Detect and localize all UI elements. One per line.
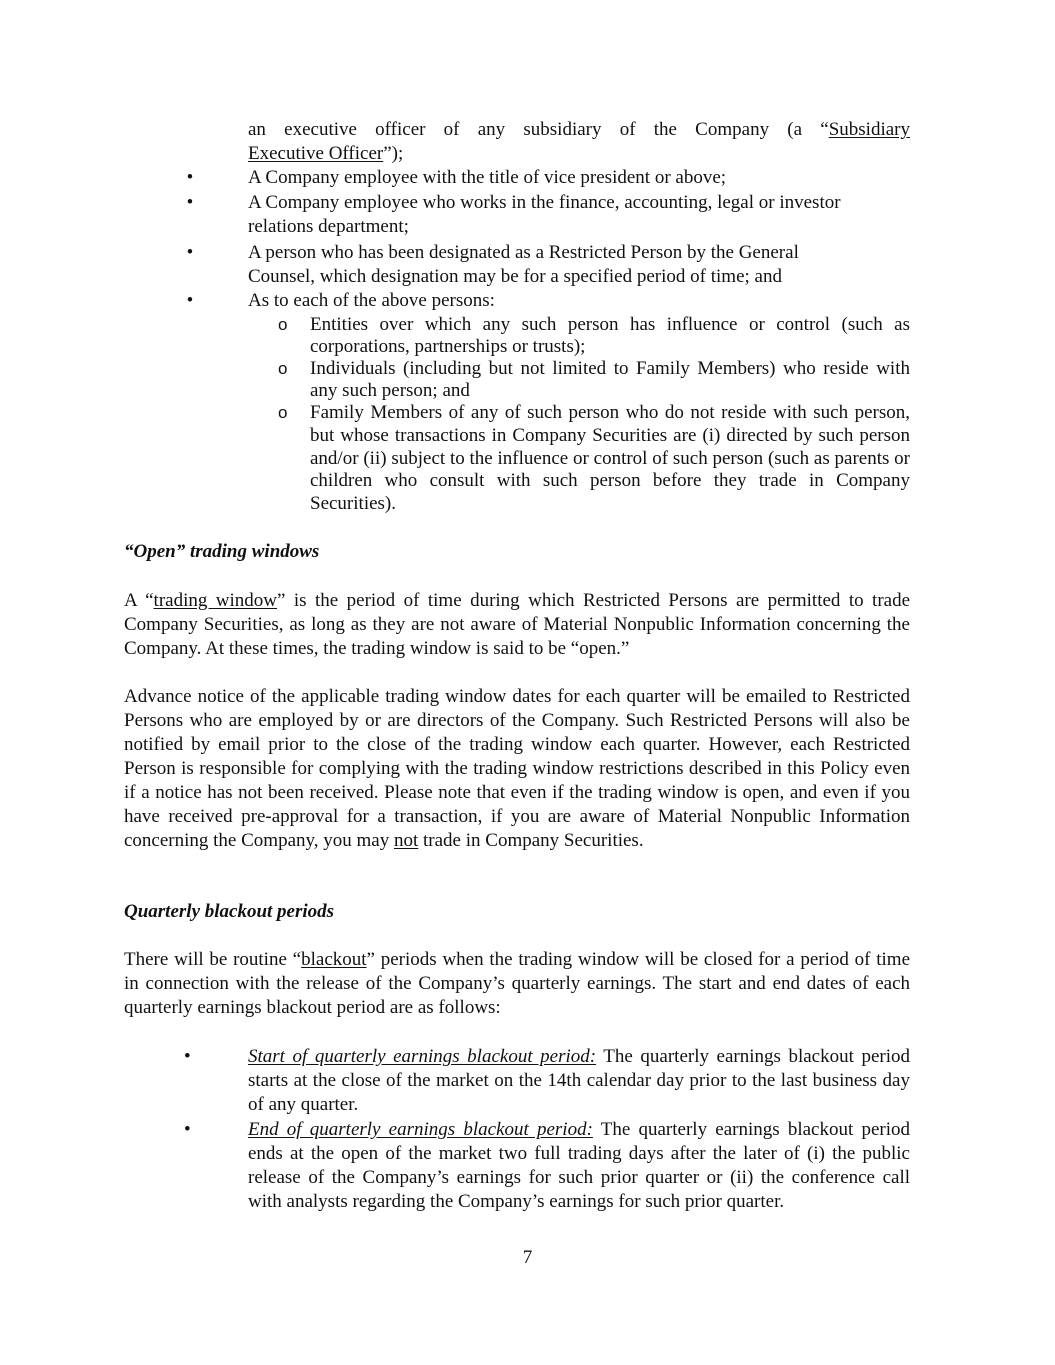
bullet-text-line-2: Counsel, which designation may be for a specified period of time; and [248,266,782,287]
bullet-text: A Company employee with the title of vice president or above; [248,167,727,188]
bullet-text-line-1: A person who has been designated as a Restricted Person by the General [248,242,799,263]
bullet-marker: • [186,192,194,213]
sub-bullet-entities [278,314,910,358]
bullet-item-vice-president [186,166,910,190]
blackout-start-text: The quarterly earnings blackout period starts at the close of the market on the 14th calendar day prior to the last business day of any quarter. [248,1046,910,1115]
sub-bullet-text: Entities over which any such person has influence or control (such as corporations, partnerships or trusts); [310,314,910,357]
continuation-line-2 [248,142,910,166]
emphasis-not: not [393,830,419,851]
bullet-marker: • [186,290,194,311]
sub-bullet-text: Family Members of any of such person who do not reside with such person, but whose transactions in Company Securities are (i) directed by such person and/or (ii) subject to the influence or control of such person (such as parents or children who consult with such person before they trade in Company Securities). [310,402,910,515]
bullet-marker: • [184,1119,191,1140]
bullet-item-finance [186,191,910,239]
sub-bullet-marker: o [278,403,288,422]
page-number: 7 [522,1247,533,1268]
defined-term-trading-window: trading window [153,590,278,611]
paragraph-trading-window-definition [124,589,910,661]
bullet-text-line-1: A Company employee who works in the finance, accounting, legal or investor [248,192,841,213]
paragraph-text: Advance notice of the applicable trading window dates for each quarter will be emailed to Restricted Persons who are employed by or are directors of the Company. Such Restricted Persons will also be notified by email prior to the close of the trading window each quarter. However, each Restricted Person is responsible for complying with the trading window restrictions described in this Policy even if a notice has not been received. Please note that even if the trading window is open, and even if you have received pre-approval for a transaction, if you are aware of Material Nonpublic Information concerning the Company, you may [124,686,910,851]
blackout-end-label: End of quarterly earnings blackout period: [248,1119,593,1140]
bullet-item-designated-person [186,241,910,289]
defined-term-executive-officer: Executive Officer [248,143,384,164]
paragraph-text: trade in Company Securities. [418,830,644,851]
defined-term-subsidiary: Subsidiary [828,119,910,140]
sub-bullet-text: Individuals (including but not limited to Family Members) who reside with any such person; and [310,358,910,401]
sub-bullet-family-members [278,402,910,516]
continuation-text-after: ”); [383,143,404,164]
continuation-text [248,118,910,166]
paragraph-blackout-definition [124,948,910,1020]
paragraph-advance-notice [124,685,910,853]
section-heading-open-trading-windows: “Open” trading windows [124,541,320,562]
bullet-text: As to each of the above persons: [248,290,495,311]
blackout-start-label: Start of quarterly earnings blackout period: [248,1046,597,1067]
sub-bullet-marker: o [278,315,288,334]
blackout-end-text: The quarterly earnings blackout period ends at the open of the market two full trading days after the later of (i) the public release of the Company’s earnings for such prior quarter or (ii) the conference call with analysts regarding the Company’s earnings for such prior quarter. [248,1119,910,1212]
defined-term-blackout: blackout [301,949,367,970]
paragraph-text: ” is the period of time during which Restricted Persons are permitted to trade Company Securities, as long as they are not aware of Material Nonpublic Information concerning the Company. At these times, the trading window is said to be “open.” [124,590,911,659]
sub-bullet-individuals [278,358,910,402]
paragraph-text: ” periods when the trading window will be closed for a period of time in connection with the release of the Company’s quarterly earnings. The start and end dates of each quarterly earnings blackout period are as follows: [124,949,911,1018]
bullet-marker: • [186,167,194,188]
bullet-item-as-to-each [186,289,910,313]
sub-bullet-marker: o [278,359,288,378]
paragraph-text: A “ [124,590,154,611]
bullet-text-line-2: relations department; [248,216,409,237]
bullet-item-blackout-start [184,1045,910,1117]
paragraph-text: There will be routine “ [124,949,302,970]
bullet-marker: • [186,242,194,263]
continuation-text-before: an executive officer of any subsidiary of the Company (a “ [248,119,829,140]
bullet-item-blackout-end [184,1118,910,1214]
bullet-marker: • [184,1046,191,1067]
section-heading-quarterly-blackout: Quarterly blackout periods [124,901,335,922]
continuation-line-1 [248,118,910,142]
